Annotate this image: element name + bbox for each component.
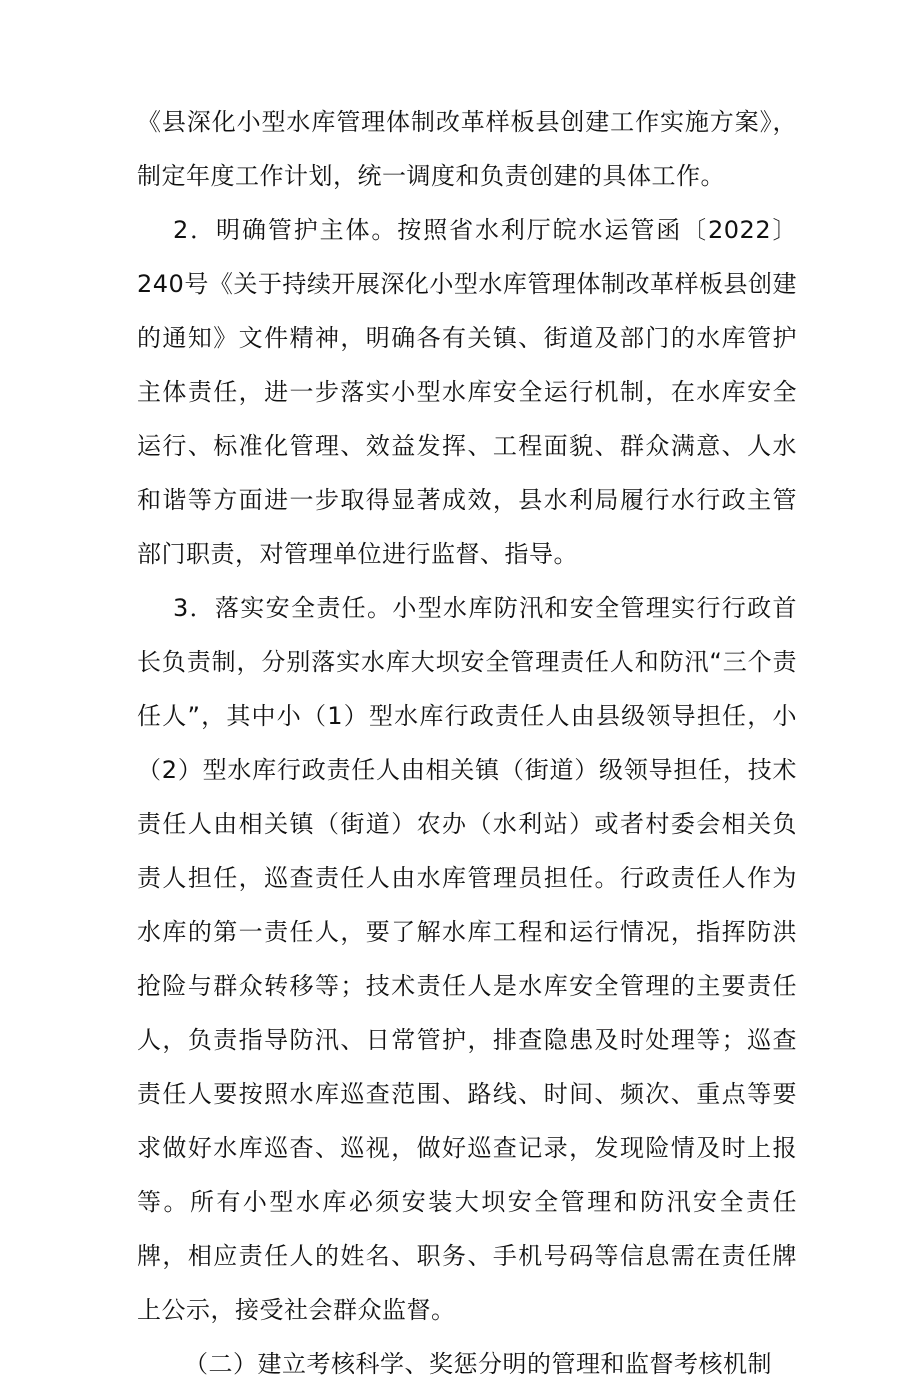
paragraph-item-2: 2．明确管护主体。按照省水利厅皖水运管函〔2022〕240号《关于持续开展深化小型水库管理体制改革样板县创建的通知》文件精神，明确各有关镇、街道及部门的水库管护主体责任，进一步落实小型水库安全运行机制，在水库安全运行、标准化管理、效益发挥、工程面貌、群众满意、人水和谐等方面进一步取得显著成效，县水利局履行水行政主管部门职责，对管理单位进行监督、指导。 (137, 216, 797, 568)
document-body (137, 95, 797, 1391)
paragraph-continuation: 《县深化小型水库管理体制改革样板县创建工作实施方案》，制定年度工作计划，统一调度和负责创建的具体工作。 (137, 108, 797, 190)
section-heading: （二）建立考核科学、奖惩分明的管理和监督考核机制 (184, 1350, 772, 1378)
paragraph-item-3: 3．落实安全责任。小型水库防汛和安全管理实行行政首长负责制，分别落实水库大坝安全管理责任人和防汛“三个责任人”，其中小（1）型水库行政责任人由县级领导担任，小（2）型水库行政责任人由相关镇（街道）级领导担任，技术责任人由相关镇（街道）农办（水利站）或者村委会相关负责人担任，巡查责任人由水库管理员担任。行政责任人作为水库的第一责任人，要了解水库工程和运行情况，指挥防洪抢险与群众转移等；技术责任人是水库安全管理的主要责任人，负责指导防汛、日常管护，排查隐患及时处理等；巡查责任人要按照水库巡查范围、路线、时间、频次、重点等要求做好水库巡杳、巡视，做好巡查记录，发现险情及时上报等。所有小型水库必须安装大坝安全管理和防汛安全责任牌，相应责任人的姓名、职务、手机号码等信息需在责任牌上公示，接受社会群众监督。 (137, 594, 797, 1324)
